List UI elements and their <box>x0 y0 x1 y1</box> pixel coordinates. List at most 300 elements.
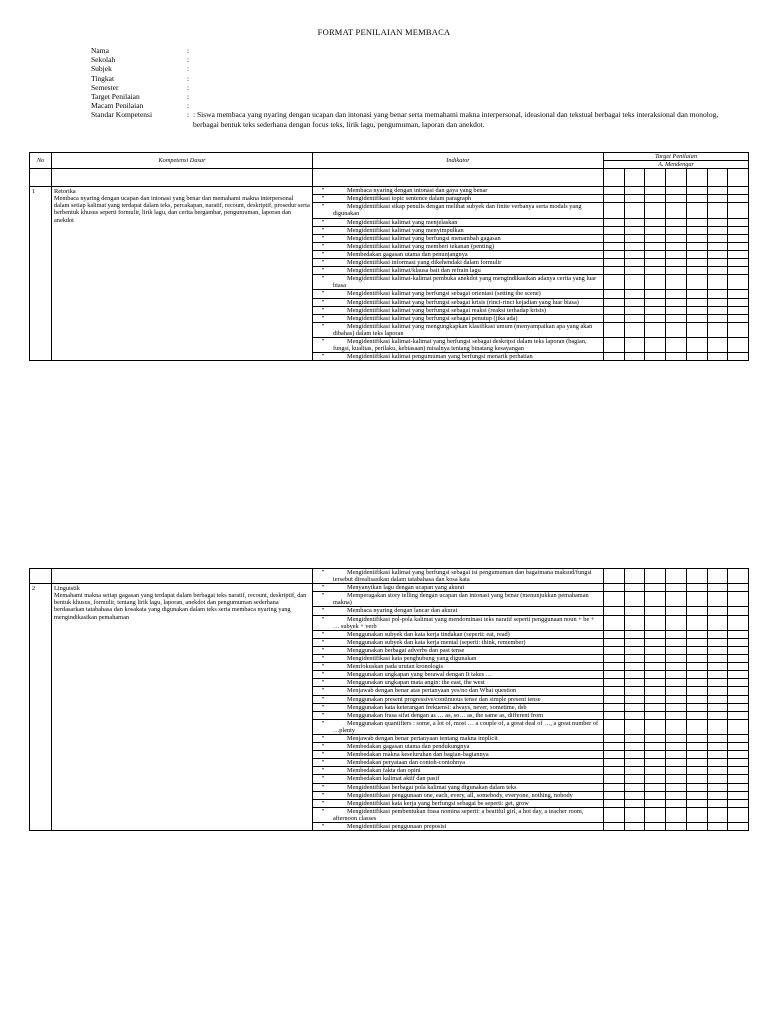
score-cell <box>686 703 707 711</box>
indicator-text: Mengidentifikasi kalimat-kalimat pembuka anekdot yang mengindikasikan adanya cerita yang luar biasa <box>333 275 597 290</box>
score-cell <box>728 775 749 783</box>
bullet-icon: • <box>321 775 325 782</box>
score-cell <box>645 751 666 759</box>
score-cell <box>666 195 687 203</box>
indicator-text: Membedakan kalimat aktif dan pasif <box>347 775 440 783</box>
score-cell <box>645 298 666 306</box>
score-cell <box>728 615 749 630</box>
score-cell <box>666 322 687 337</box>
bullet-icon: • <box>321 791 325 798</box>
score-cell <box>666 290 687 298</box>
score-cell <box>728 711 749 719</box>
score-cell <box>728 759 749 767</box>
score-cell <box>624 353 645 361</box>
score-cell <box>728 226 749 234</box>
score-cell <box>666 703 687 711</box>
header-indikator: Indikator <box>313 153 604 169</box>
score-cell <box>666 646 687 654</box>
indicator-text: Membedakan gagasan utama dan penunjangnya <box>347 250 468 258</box>
score-cell <box>728 592 749 607</box>
indicator-text: Menjawab dengan benar atas pertanyaan yes/no dan What question <box>347 687 517 695</box>
score-cell <box>707 799 728 807</box>
info-colon: : <box>187 73 190 83</box>
bullet-icon: • <box>321 695 325 702</box>
indicator-cell <box>313 353 604 361</box>
indicator-cell <box>313 607 604 615</box>
score-cell <box>666 695 687 703</box>
score-cell <box>707 203 728 218</box>
score-cell <box>604 234 625 242</box>
score-cell <box>604 259 625 267</box>
bullet-icon: • <box>321 711 325 718</box>
indicator-text: Mengidentifikasi kalimat yang memberi tekanan (penting) <box>347 242 495 250</box>
score-cell <box>604 322 625 337</box>
table-row <box>30 569 749 584</box>
score-cell <box>686 259 707 267</box>
score-cell <box>604 615 625 630</box>
bullet-icon: • <box>321 671 325 678</box>
score-cell <box>707 306 728 314</box>
score-cell <box>707 584 728 592</box>
bullet-icon: • <box>321 751 325 758</box>
indicator-text: Menggunakan present progressive/continuous tense dan simple present tense <box>347 695 541 703</box>
score-cell <box>645 775 666 783</box>
score-cell <box>645 306 666 314</box>
score-cell <box>728 823 749 831</box>
score-cell <box>728 695 749 703</box>
info-colon: : <box>187 64 190 74</box>
score-cell <box>686 290 707 298</box>
bullet-icon: • <box>321 734 325 741</box>
indicator-cell <box>313 767 604 775</box>
indicator-cell <box>313 695 604 703</box>
indicator-cell <box>313 290 604 298</box>
score-cell <box>624 267 645 275</box>
bullet-icon: • <box>321 592 325 599</box>
score-cell <box>666 807 687 822</box>
score-cell <box>707 569 728 584</box>
score-cell <box>728 242 749 250</box>
kompetensi-title: Linguistik <box>54 585 80 593</box>
bullet-icon: • <box>321 743 325 750</box>
score-cell <box>645 569 666 584</box>
indicator-text: Mengidentifikasi kata penghubung yang digunakan <box>347 655 477 663</box>
score-cell <box>645 679 666 687</box>
score-cell <box>645 607 666 615</box>
score-cell <box>728 259 749 267</box>
score-cell <box>624 569 645 584</box>
score-cell <box>645 807 666 822</box>
score-cell <box>604 711 625 719</box>
indicator-cell <box>313 799 604 807</box>
score-cell <box>624 584 645 592</box>
score-cell <box>666 615 687 630</box>
bullet-icon: • <box>321 290 325 297</box>
score-cell <box>604 607 625 615</box>
info-value <box>193 46 728 55</box>
score-cell <box>645 734 666 742</box>
score-cell <box>624 783 645 791</box>
info-label: Tingkat <box>91 73 115 83</box>
score-cell <box>666 275 687 290</box>
indicator-cell <box>313 783 604 791</box>
score-cell <box>707 759 728 767</box>
info-row <box>91 64 728 73</box>
score-cell <box>624 743 645 751</box>
score-cell <box>686 187 707 195</box>
score-cell <box>624 218 645 226</box>
info-label: Sekolah <box>91 55 116 65</box>
score-cell <box>645 655 666 663</box>
indicator-text: Mengidentifikasi kalimat yang berfungsi sebagai orientasi (setting the scene) <box>347 290 541 298</box>
score-cell <box>604 783 625 791</box>
bullet-icon: • <box>321 203 325 210</box>
score-cell <box>728 218 749 226</box>
bullet-icon: • <box>321 783 325 790</box>
indicator-cell <box>313 187 604 195</box>
score-cell <box>707 267 728 275</box>
score-cell <box>666 569 687 584</box>
bullet-icon: • <box>321 569 325 575</box>
indicator-cell <box>313 234 604 242</box>
score-cell <box>645 353 666 361</box>
info-row <box>91 92 728 101</box>
indicator-cell <box>313 259 604 267</box>
score-cell <box>707 630 728 638</box>
score-cell <box>624 695 645 703</box>
score-cell <box>686 751 707 759</box>
score-cell <box>686 767 707 775</box>
indicator-text: Mengidentifikasi informasi yang dikehendaki dalam formulir <box>347 259 502 267</box>
score-cell <box>666 799 687 807</box>
bullet-icon: • <box>321 767 325 774</box>
info-value <box>193 101 728 110</box>
score-cell <box>728 298 749 306</box>
score-cell <box>666 719 687 734</box>
score-cell <box>707 187 728 195</box>
indicator-text: Mengidentifikasi kalimat-kalimat yang berfungsi sebagai deskripsi dalam teks laporan (bagian, fungsi, kualitas, perilaku, kebiasaan) misalnya tentang binatang kesayangan <box>333 337 587 353</box>
score-cell <box>686 592 707 607</box>
indicator-cell <box>313 275 604 290</box>
score-cell <box>666 759 687 767</box>
info-label: Target Penilaian <box>91 92 140 102</box>
score-cell <box>645 799 666 807</box>
document-title: FORMAT PENILAIAN MEMBACA <box>317 27 451 37</box>
score-cell <box>728 267 749 275</box>
score-cell <box>666 630 687 638</box>
indicator-cell <box>313 267 604 275</box>
indicator-text: Mengidentifikasi kalimat yang menjelaskan <box>347 218 458 226</box>
header-kompetensi: Kompetensi Dasar <box>52 153 313 169</box>
indicator-text: Memperagakan story telling dengan ucapan dan intonasi yang benar (menunjukkan pemahaman makna) <box>333 592 589 607</box>
bullet-icon: • <box>321 638 325 645</box>
score-cell <box>645 322 666 337</box>
score-cell <box>666 783 687 791</box>
score-cell <box>728 337 749 352</box>
assessment-table-page-2 <box>29 568 749 831</box>
score-cell <box>707 734 728 742</box>
score-cell <box>645 314 666 322</box>
score-cell <box>666 592 687 607</box>
bullet-icon: • <box>321 679 325 686</box>
score-cell <box>645 663 666 671</box>
bullet-icon: • <box>321 353 325 360</box>
score-cell <box>707 259 728 267</box>
score-cell <box>686 607 707 615</box>
indicator-text: Mengidentifikasi kata kerja yang berfungsi sebagai be seperti: get, grow <box>347 799 529 807</box>
score-cell <box>624 314 645 322</box>
score-cell <box>624 630 645 638</box>
score-cell <box>707 655 728 663</box>
score-cell <box>666 711 687 719</box>
indicator-cell <box>313 663 604 671</box>
score-cell <box>645 638 666 646</box>
score-cell <box>707 646 728 654</box>
score-cell <box>666 687 687 695</box>
score-cell <box>707 703 728 711</box>
score-cell <box>666 242 687 250</box>
score-cell <box>728 290 749 298</box>
info-colon: : <box>187 101 190 111</box>
info-value <box>193 74 728 83</box>
score-cell <box>624 275 645 290</box>
score-cell <box>645 615 666 630</box>
score-cell <box>728 743 749 751</box>
score-cell <box>624 687 645 695</box>
score-cell <box>604 807 625 822</box>
score-cell <box>624 607 645 615</box>
score-cell <box>707 751 728 759</box>
bullet-icon: • <box>321 646 325 653</box>
indicator-text: Menggunakan kata keterangan frekuensi: always, never, sometime, dsb <box>347 703 527 711</box>
score-cell <box>686 275 707 290</box>
score-cell <box>707 195 728 203</box>
indicator-text: Menjawab dengan benar pertanyaan tentang makna implicit <box>347 734 498 742</box>
score-cell <box>624 306 645 314</box>
score-cell <box>624 592 645 607</box>
score-cell <box>707 775 728 783</box>
score-cell <box>666 655 687 663</box>
bullet-icon: • <box>321 663 325 670</box>
info-colon: : <box>187 110 190 120</box>
score-cell <box>707 298 728 306</box>
score-cell <box>707 250 728 258</box>
score-cell <box>645 630 666 638</box>
score-cell <box>604 646 625 654</box>
bullet-icon: • <box>321 306 325 313</box>
student-info-block <box>91 46 728 129</box>
score-cell <box>686 218 707 226</box>
indicator-cell <box>313 791 604 799</box>
score-cell <box>686 250 707 258</box>
indicator-text: Membedakan peryataan dan contoh-contohnya <box>347 759 466 767</box>
indicator-cell <box>313 630 604 638</box>
bullet-icon: • <box>321 314 325 321</box>
score-cell <box>624 203 645 218</box>
bullet-icon: • <box>321 687 325 694</box>
score-cell <box>666 169 687 187</box>
bullet-icon: • <box>321 226 325 233</box>
indicator-text: Mengidentifikasi kalimat yang menyimpulkan <box>347 226 464 234</box>
score-cell <box>686 314 707 322</box>
info-label: Semester <box>91 82 119 92</box>
kompetensi-text: Memahami makna setiap gagasan yang terdapat dalam berbagai teks naratif, recount, deskriptif, dan bentuk khusus, formulir, tentang lirik lagu, laporan, anekdot dan pengumuman sederhana berdasarkan tatabahasa dan kosakata yang digunakan dalam teks serta membaca nyaring yang mengindikasikan pemahaman <box>54 592 307 621</box>
score-cell <box>707 823 728 831</box>
indicator-cell <box>313 679 604 687</box>
kompetensi-text: Membaca nyaring dengan ucapan dan intonasi yang benar dan memahami makna interpersonal dalam setiap kalimat yang terdapat dalam teks, percakapan, naratif, recount, deskriptif, prosedur serta berbentuk khusus seperti formulir, lirik lagu, dan cerita bergambar, pengumuman, laporan dan anekdot <box>54 195 310 224</box>
bullet-icon: • <box>321 267 325 274</box>
score-cell <box>604 719 625 734</box>
score-cell <box>707 783 728 791</box>
info-label: Standar Kompetensi <box>91 110 153 120</box>
score-cell <box>645 687 666 695</box>
indicator-text: Mengidentifikasi topic sentence dalam paragraph <box>347 195 472 203</box>
score-cell <box>686 759 707 767</box>
score-cell <box>604 592 625 607</box>
score-cell <box>645 203 666 218</box>
table-row <box>30 187 749 195</box>
indicator-cell <box>313 242 604 250</box>
score-cell <box>728 671 749 679</box>
score-cell <box>686 719 707 734</box>
score-cell <box>686 711 707 719</box>
score-cell <box>604 775 625 783</box>
info-row <box>91 83 728 92</box>
score-cell <box>686 646 707 654</box>
score-cell <box>728 687 749 695</box>
score-cell <box>645 695 666 703</box>
score-cell <box>707 290 728 298</box>
indicator-cell <box>313 638 604 646</box>
indicator-text: Membedakan fakta dan opini <box>347 767 421 775</box>
score-cell <box>604 290 625 298</box>
score-cell <box>624 250 645 258</box>
score-cell <box>604 759 625 767</box>
score-cell <box>728 655 749 663</box>
indicator-text: Menggunakan quantifiers : some, a lot of, most … a couple of, a great deal of …, a great number of …plenty <box>333 719 599 734</box>
indicator-text: Mengidentifikasi kalimat pengumuman yang berfungsi menarik perhatian <box>347 353 533 361</box>
indicator-cell <box>313 314 604 322</box>
score-cell <box>645 290 666 298</box>
score-cell <box>707 695 728 703</box>
bullet-icon: • <box>321 655 325 662</box>
score-cell <box>666 743 687 751</box>
indicator-cell <box>313 646 604 654</box>
score-cell <box>624 259 645 267</box>
score-cell <box>604 743 625 751</box>
score-cell <box>666 267 687 275</box>
score-cell <box>624 195 645 203</box>
bullet-icon: • <box>321 799 325 806</box>
score-cell <box>624 767 645 775</box>
score-cell <box>686 203 707 218</box>
score-cell <box>604 298 625 306</box>
score-cell <box>666 226 687 234</box>
score-cell <box>604 337 625 352</box>
score-cell <box>666 187 687 195</box>
score-cell <box>645 169 666 187</box>
score-cell <box>624 322 645 337</box>
score-cell <box>686 569 707 584</box>
score-cell <box>728 734 749 742</box>
info-row <box>91 74 728 83</box>
indicator-text: Mengidentifikasi kalimat yang berfungsi menambah gagasan <box>347 234 501 242</box>
indicator-text: Menggunakan frasa sifat dengan as … as, so… as, the same as, different from <box>347 711 544 719</box>
indicator-cell <box>313 298 604 306</box>
score-cell <box>686 584 707 592</box>
score-cell <box>624 823 645 831</box>
score-cell <box>728 663 749 671</box>
score-cell <box>645 250 666 258</box>
header-no: No <box>30 153 52 169</box>
score-cell <box>728 783 749 791</box>
score-cell <box>666 584 687 592</box>
score-cell <box>728 234 749 242</box>
indicator-cell <box>313 807 604 822</box>
bullet-icon: • <box>321 195 325 202</box>
score-cell <box>604 679 625 687</box>
score-cell <box>728 195 749 203</box>
indicator-cell <box>313 759 604 767</box>
score-cell <box>624 703 645 711</box>
score-cell <box>728 250 749 258</box>
bullet-icon: • <box>321 187 325 194</box>
score-cell <box>645 195 666 203</box>
bullet-icon: • <box>321 823 325 829</box>
score-cell <box>604 353 625 361</box>
row-number: 1 <box>30 187 52 361</box>
score-cell <box>666 298 687 306</box>
indicator-cell <box>313 823 604 831</box>
score-cell <box>604 751 625 759</box>
score-cell <box>645 823 666 831</box>
score-cell <box>645 242 666 250</box>
score-cell <box>624 298 645 306</box>
indicator-text: Mengidentifikasi penggunaan one, each, every, all, somebody, everyone, nothing, nobody <box>347 791 573 799</box>
assessment-table-page-1 <box>29 152 749 361</box>
score-cell <box>645 275 666 290</box>
indicator-text: Mengidentifikasi berbagai pola kalimat yang digunakan dalam teks <box>347 783 517 791</box>
header-mendengar: A. Mendengar <box>604 161 749 169</box>
indicator-text: Menggunakan subyek dan kata kerja mental (seperti: think, remember) <box>347 638 526 646</box>
indicator-cell <box>313 337 604 352</box>
score-cell <box>624 719 645 734</box>
info-row <box>91 110 728 128</box>
indicator-text: Menggunakan subyek dan kata kerja tindakan (seperti: eat, read) <box>347 630 510 638</box>
score-cell <box>728 353 749 361</box>
score-cell <box>707 711 728 719</box>
kompetensi-cell <box>52 187 313 361</box>
score-cell <box>666 306 687 314</box>
indicator-cell <box>313 584 604 592</box>
score-cell <box>604 169 625 187</box>
bullet-icon: • <box>321 337 325 344</box>
indicator-cell <box>313 203 604 218</box>
score-cell <box>645 218 666 226</box>
info-value <box>193 83 728 92</box>
score-cell <box>645 759 666 767</box>
score-cell <box>728 187 749 195</box>
indicator-text: Membedakan makna keseluruhan dan bagian-bagiannya <box>347 751 489 759</box>
score-cell <box>686 687 707 695</box>
score-cell <box>645 187 666 195</box>
score-cell <box>707 607 728 615</box>
score-cell <box>624 751 645 759</box>
score-cell <box>604 655 625 663</box>
indicator-text: Membaca nyaring dengan lancar dan akurat <box>347 607 458 615</box>
header-target: Target Penilaian <box>604 153 749 161</box>
score-cell <box>686 234 707 242</box>
